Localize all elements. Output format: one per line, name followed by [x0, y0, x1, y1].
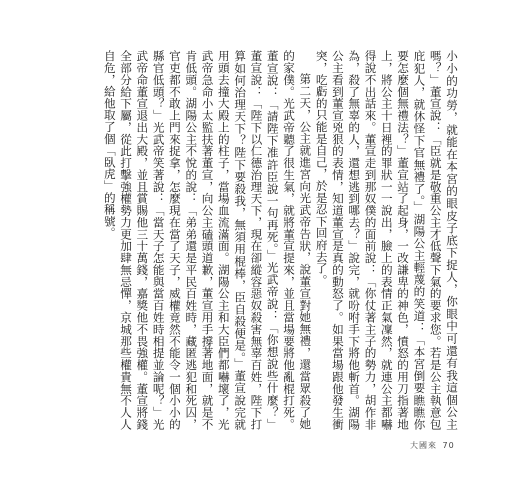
paragraph-2: 第二天，公主就進宮向光武帝告狀，說董宣對她無禮，還當眾殺了她的家僕。光武帝聽了很生氣，就將董宣提來，並且當場要將他亂棍打死。董宣說：「請陛下准許臣說一句再死。」光武帝說：「你想說些什麼？」董宣說：「陛下以仁德治理天下，現在卻縱容惡奴殺害無辜百姓，陛下打算如何治理天下？陛下要殺我，無須用棍棒，臣自殺便是。」董宣說完就用頭去撞大殿上的柱子，當場血流滿面。湖陽公主和大臣們都嚇壞了，光武帝急命小太監扶著董宣，向公主磕頭道歉，董宣用手撐著地面，就是不肯低頭。湖陽公主不悅的說：「弟弟還是平民百姓時，藏匿逃犯和死囚，官吏都不敢上門來捉拿，怎麼現在當了天子，威權竟然不能令一個小小的縣官低頭？」光武帝笑著說：「當天子怎能與當百姓時相提並論呢？」光武帝命董宣退出大殿，並且賞賜他三十萬錢，嘉獎他不畏強權。董宣將錢全部分給下屬，從此打擊強權勢力更加肆無忌憚，京城那些權貴無不人人自危，給他取了個「臥虎」的稱號。	[102, 50, 313, 430]
page-footer	[410, 440, 455, 451]
body-text	[101, 50, 460, 430]
paragraph-1: 小小的功勞，就能在本宮的眼皮子底下捉人，你眼中可還有我這個公主嗎？」董宣說：「臣就是敬重公主才低聲下氣的要求您。若是公主執意包庇犯人，就休怪下官無禮了。」湖陽公主輕蔑的笑道：「本宮倒要瞧瞧你要怎麼個無禮法？」董宣站了起身，一改謙卑的神色，憤怒的用刀指著地上，將公主十日裡的罪狀一一說出，臉上的表情正氣凜然，就連公主都嚇得說不出話來。董宣走到那奴僕的面前說：「你仗著主子的勢力，胡作非為，殺了無辜的人，還想逃到哪去？」說完，就吩咐手下將他斬首。湖陽公主看到董宣兇狠的表情，知道董宣是真的動怒了。如果當場跟他發生衝突，吃虧的只能是自己，於是忍下回府去了。	[314, 50, 459, 430]
running-footer-title: 大國來	[410, 441, 437, 450]
page-number: 70	[442, 441, 455, 450]
